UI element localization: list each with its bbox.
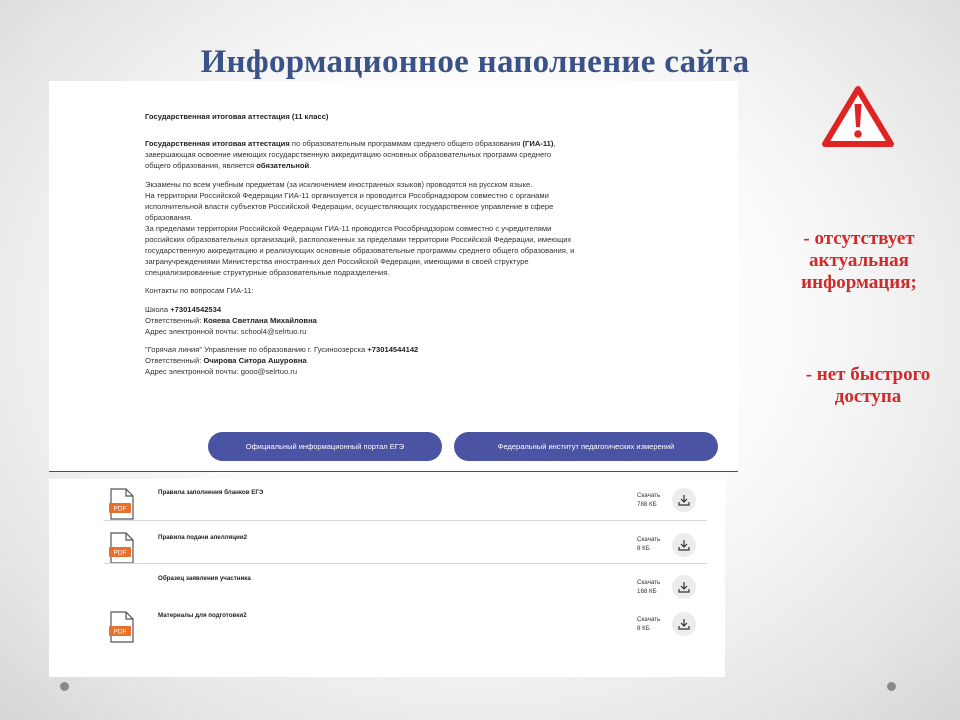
documents-screenshot [49, 479, 725, 677]
document-title[interactable]: Правила заполнения бланков ЕГЭ [158, 489, 264, 496]
school-contact [145, 304, 575, 337]
download-info [637, 536, 660, 553]
intro-strong-lead: Государственная итоговая аттестация [145, 139, 290, 148]
document-title[interactable]: Правила подачи апелляции2 [158, 534, 248, 541]
page-heading: Государственная итоговая аттестация (11 класс) [145, 112, 329, 121]
note-no-quick-access [778, 364, 958, 408]
intro-text-3: . [309, 161, 312, 170]
download-label[interactable]: Скачать [637, 616, 661, 623]
intro-text-1: по образовательным программам среднего общего образования [289, 139, 523, 148]
pdf-file-icon [109, 611, 135, 643]
document-row [104, 605, 707, 651]
slide-title: Информационное наполнение сайта [200, 44, 750, 80]
pdf-label: PDF [113, 628, 127, 636]
warning-triangle-icon [821, 84, 895, 148]
file-size: 168 КБ [637, 587, 657, 595]
paragraph-language: Экзамены по всем учебным предметам (за исключением иностранных языков) проводятся на русском языке. [145, 179, 533, 189]
download-icon [678, 494, 690, 506]
note-missing-info-text: - отсутствует актуальная информация; [801, 228, 917, 293]
download-label[interactable]: Скачать [637, 492, 661, 499]
download-label[interactable]: Скачать [637, 579, 661, 586]
paragraph-abroad: За пределами территории Российской Федерации ГИА-11 проводится Рособрнадзором совместно с учредителями российских образовательных организаций, расположенных за пределами территории Российской Федерации, имеющих государственную аккредитацию и реализующих основные образовательные программы среднего общего образования, и загранучреждениями Министерства иностранных дел Российской Федерации, имеющими в своей структуре специализированные структурные образовательные подразделения. [145, 223, 575, 277]
file-size: 8 КБ [637, 624, 650, 632]
fipi-button[interactable]: Федеральный институт педагогических измерений [454, 432, 718, 461]
hotline-email: Адрес электронной почты: gooo@selrtuo.ru [145, 367, 298, 376]
paragraph-rf: На территории Российской Федерации ГИА-11 организуется и проводится Рособрнадзором совместно с органами исполнительной власти субъектов Российской Федерации, осуществляющих государственное управление в сфере образования. [145, 190, 554, 222]
pdf-label: PDF [113, 505, 127, 513]
download-info [637, 492, 660, 509]
download-icon [678, 581, 690, 593]
slide-corner-dot [887, 682, 896, 691]
document-title[interactable]: Материалы для подготовки2 [158, 612, 247, 619]
pdf-label: PDF [113, 549, 127, 557]
school-label: Школа [145, 304, 171, 314]
gia-info-screenshot [49, 81, 738, 472]
intro-paragraph [145, 138, 575, 171]
download-label[interactable]: Скачать [637, 536, 661, 543]
download-button[interactable] [672, 488, 696, 512]
intro-strong-mandatory: обязательной [256, 161, 310, 170]
school-responsible-label: Ответственный: [145, 315, 204, 325]
download-button[interactable] [672, 612, 696, 636]
download-info [637, 579, 660, 596]
document-row [104, 521, 707, 564]
gia-info-text [145, 111, 575, 385]
download-icon [678, 539, 690, 551]
hotline-label: "Горячая линия" Управление по образованию г. Гусиноозерска [145, 345, 368, 354]
hotline-responsible-name: Очирова Ситора Ашуровна [203, 356, 307, 365]
ege-portal-button[interactable]: Официальный информационный портал ЕГЭ [208, 432, 442, 461]
download-info [637, 616, 660, 633]
document-row [104, 479, 707, 521]
download-button[interactable] [672, 575, 696, 599]
document-title[interactable]: Образец заявления участника [158, 575, 251, 582]
pdf-file-icon [109, 532, 135, 564]
document-row [104, 564, 707, 605]
contacts-heading: Контакты по вопросам ГИА-11: [145, 286, 254, 295]
school-email: Адрес электронной почты: school4@selrtuo.ru [145, 326, 307, 336]
school-phone: +73014542534 [170, 304, 222, 314]
file-size: 788 КБ [637, 500, 657, 508]
hotline-contact [145, 344, 575, 377]
intro-text-2: , завершающая освоение имеющих государственную аккредитацию основных образовательных программ среднего общего образования, является [145, 139, 556, 170]
download-button[interactable] [672, 533, 696, 557]
note-no-quick-access-text: - нет быстрого доступа [805, 364, 931, 407]
school-responsible-name: Кояева Светлана Михайловна [203, 315, 317, 325]
file-size: 8 КБ [637, 544, 650, 552]
download-icon [678, 618, 690, 630]
note-missing-info [778, 228, 940, 294]
intro-strong-gia: (ГИА-11) [522, 139, 554, 148]
hotline-phone: +73014544142 [367, 345, 419, 354]
slide-corner-dot [60, 682, 69, 691]
hotline-responsible-label: Ответственный: [145, 356, 204, 365]
pdf-file-icon [109, 488, 135, 520]
